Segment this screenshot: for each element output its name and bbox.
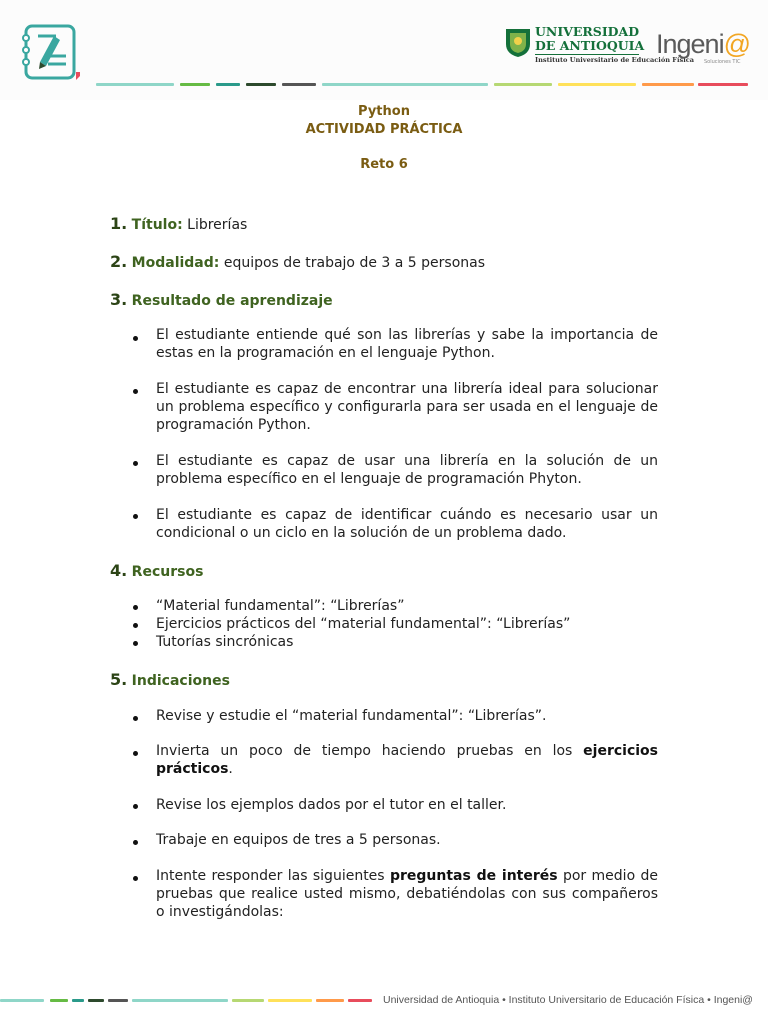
list-item: Invierta un poco de tiempo haciendo pruebas en los ejercicios prácticos.: [156, 743, 658, 777]
bullet-icon: [133, 804, 138, 809]
ingenia-wordmark: Ingeni@: [656, 29, 750, 59]
university-rule: [535, 54, 639, 55]
bullet-icon: [133, 840, 138, 845]
bullet-icon: [133, 876, 138, 881]
bullet-icon: [133, 605, 138, 610]
list-item: El estudiante es capaz de encontrar una librería ideal para solucionar un problema específico y configurarla para ser usada en el lenguaje de programación Python.: [156, 381, 658, 433]
bullet-icon: [133, 514, 138, 519]
university-name: UNIVERSIDAD DE ANTIOQUIA: [535, 24, 645, 53]
ingenia-logo: [656, 28, 752, 68]
ingenia-subtitle: Soluciones TIC: [704, 59, 741, 65]
university-logo: [503, 24, 694, 72]
section-title: 1. Título: Librerías: [110, 214, 248, 233]
section-instructions: 5. Indicaciones: [110, 670, 230, 689]
bullet-icon: [133, 716, 138, 721]
university-seal-icon: [503, 26, 533, 58]
section-modality: 2. Modalidad: equipos de trabajo de 3 a 5 personas: [110, 252, 486, 271]
document-title: ACTIVIDAD PRÁCTICA: [305, 122, 463, 137]
bullet-icon: [133, 461, 138, 466]
document-subject: Python: [358, 104, 410, 119]
list-item: Tutorías sincrónicas: [156, 634, 294, 650]
university-subtitle: Instituto Universitario de Educación Física: [535, 56, 694, 64]
list-item: Revise y estudie el “material fundamental”: “Librerías”.: [156, 708, 547, 724]
bullet-icon: [133, 336, 138, 341]
bullet-icon: [133, 389, 138, 394]
list-item: Ejercicios prácticos del “material fundamental”: “Librerías”: [156, 616, 571, 632]
page-header: [0, 0, 768, 100]
notebook-pencil-icon: [18, 22, 80, 82]
list-item: Intente responder las siguientes preguntas de interés por medio de pruebas que realice usted mismo, debatiéndolas con sus compañeros o investigándolas:: [156, 868, 659, 920]
list-item: Revise los ejemplos dados por el tutor en el taller.: [156, 797, 507, 813]
challenge-number: Reto 6: [360, 157, 408, 172]
header-color-stripe: [0, 83, 768, 86]
list-item: El estudiante es capaz de usar una librería en la solución de un problema específico en el lenguaje de programación Phyton.: [156, 453, 658, 487]
section-resources: 4. Recursos: [110, 561, 204, 580]
bullet-icon: [133, 751, 138, 756]
list-item: El estudiante es capaz de identificar cuándo es necesario usar un condicional o un ciclo en la solución de un problema dado.: [156, 507, 658, 541]
list-item: “Material fundamental”: “Librerías”: [156, 598, 405, 614]
section-learning-outcome: 3. Resultado de aprendizaje: [110, 290, 333, 309]
bullet-icon: [133, 641, 138, 646]
list-item: El estudiante entiende qué son las librerías y sabe la importancia de estas en la programación en el lenguaje Python.: [156, 327, 658, 361]
list-item: Trabaje en equipos de tres a 5 personas.: [156, 832, 441, 848]
footer-text: Universidad de Antioquia • Instituto Universitario de Educación Física • Ingeni@: [383, 994, 753, 1006]
bullet-icon: [133, 623, 138, 628]
